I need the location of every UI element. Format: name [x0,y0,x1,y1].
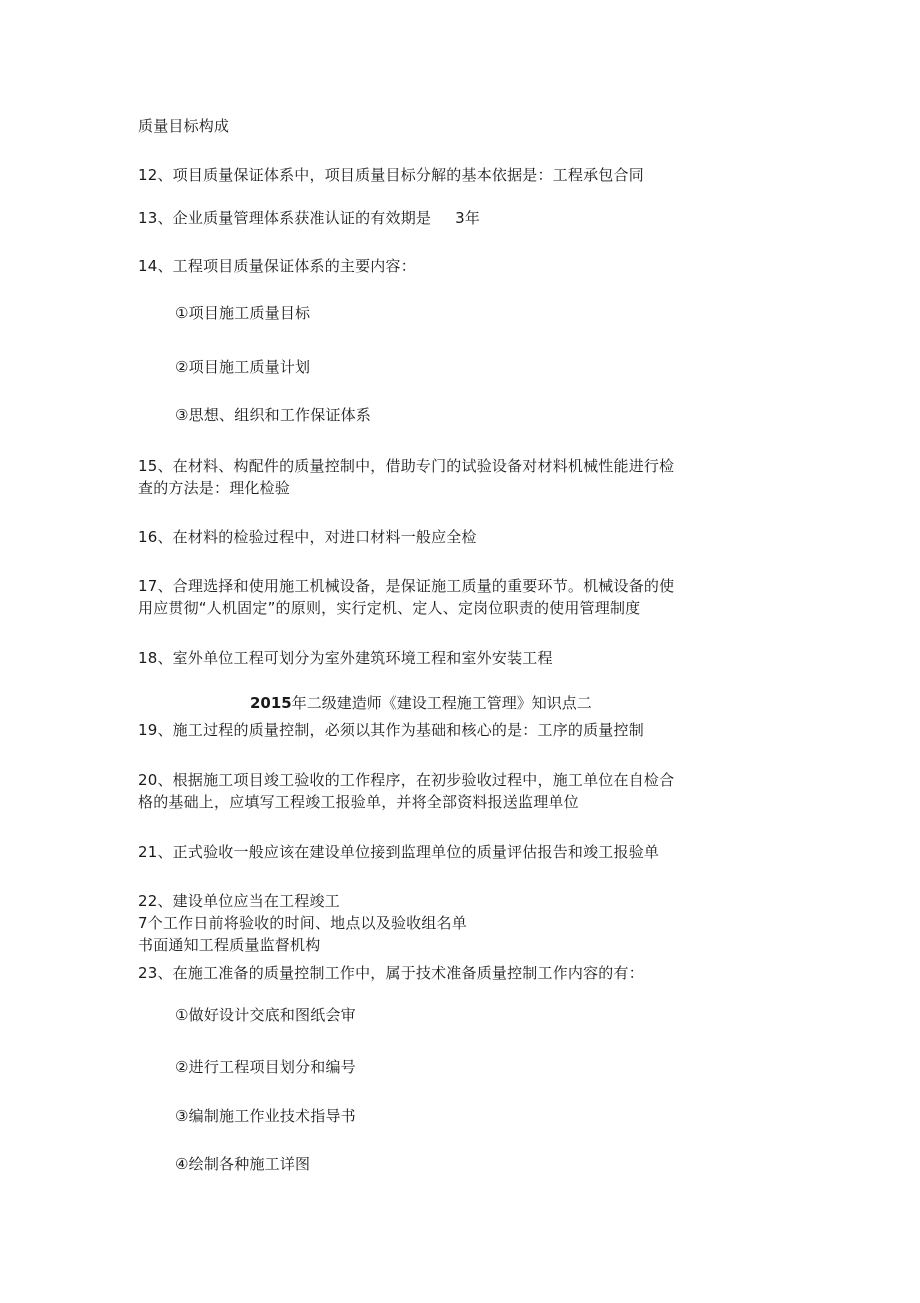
item-12: 12、项目质量保证体系中，项目质量目标分解的基本依据是：工程承包合同 [138,166,644,184]
item-21: 21、正式验收一般应该在建设单位接到监理单位的质量评估报告和竣工报验单 [138,843,660,861]
item-20-line-2: 格的基础上，应填写工程竣工报验单，并将全部资料报送监理单位 [138,793,579,811]
item-23-sub-3: ③编制施工作业技术指导书 [175,1107,356,1125]
item-14-sub-2: ②项目施工质量计划 [175,358,311,376]
item-14-sub-3: ③思想、组织和工作保证体系 [175,406,372,424]
heading-year: 2015 [250,694,292,712]
item-22 [138,890,763,956]
item-23-sub-4: ④绘制各种施工详图 [175,1155,311,1173]
section-heading [250,692,592,714]
item-22-value: 7个工作日前将验收的时间、地点以及验收组名单 [138,914,467,932]
item-14: 14、工程项目质量保证体系的主要内容： [138,257,416,275]
item-23-sub-2: ②进行工程项目划分和编号 [175,1058,356,1076]
item-15-line-1: 15、在材料、构配件的质量控制中，借助专门的试验设备对材料机械性能进行检 [138,457,675,475]
intro-line: 质量目标构成 [138,117,230,135]
item-14-sub-1: ①项目施工质量目标 [175,304,311,322]
item-22-line-1 [138,890,763,934]
item-23: 23、在施工准备的质量控制工作中，属于技术准备质量控制工作内容的有： [138,964,644,982]
item-13 [138,207,480,229]
item-17-line-2: 用应贯彻“人机固定”的原则，实行定机、定人、定岗位职责的使用管理制度 [138,599,641,617]
item-17 [138,575,763,619]
item-18: 18、室外单位工程可划分为室外建筑环境工程和室外安装工程 [138,649,553,667]
item-15-line-2: 查的方法是：理化检验 [138,479,291,497]
item-20-line-1: 20、根据施工项目竣工验收的工作程序，在初步验收过程中，施工单位在自检合 [138,771,675,789]
heading-title: 年二级建造师《建设工程施工管理》知识点二 [291,694,592,712]
item-19: 19、施工过程的质量控制，必须以其作为基础和核心的是：工序的质量控制 [138,721,644,739]
item-22-line-2: 书面通知工程质量监督机构 [138,936,321,954]
item-22-text: 22、建设单位应当在工程竣工 [138,892,340,910]
item-15 [138,455,763,499]
item-20 [138,769,763,813]
item-17-line-1: 17、合理选择和使用施工机械设备，是保证施工质量的重要环节。机械设备的使 [138,577,675,595]
item-16: 16、在材料的检验过程中，对进口材料一般应全检 [138,528,477,546]
item-13-value: 3年 [455,209,481,227]
item-13-text: 13、企业质量管理体系获准认证的有效期是 [138,209,432,227]
item-23-sub-1: ①做好设计交底和图纸会审 [175,1006,356,1024]
